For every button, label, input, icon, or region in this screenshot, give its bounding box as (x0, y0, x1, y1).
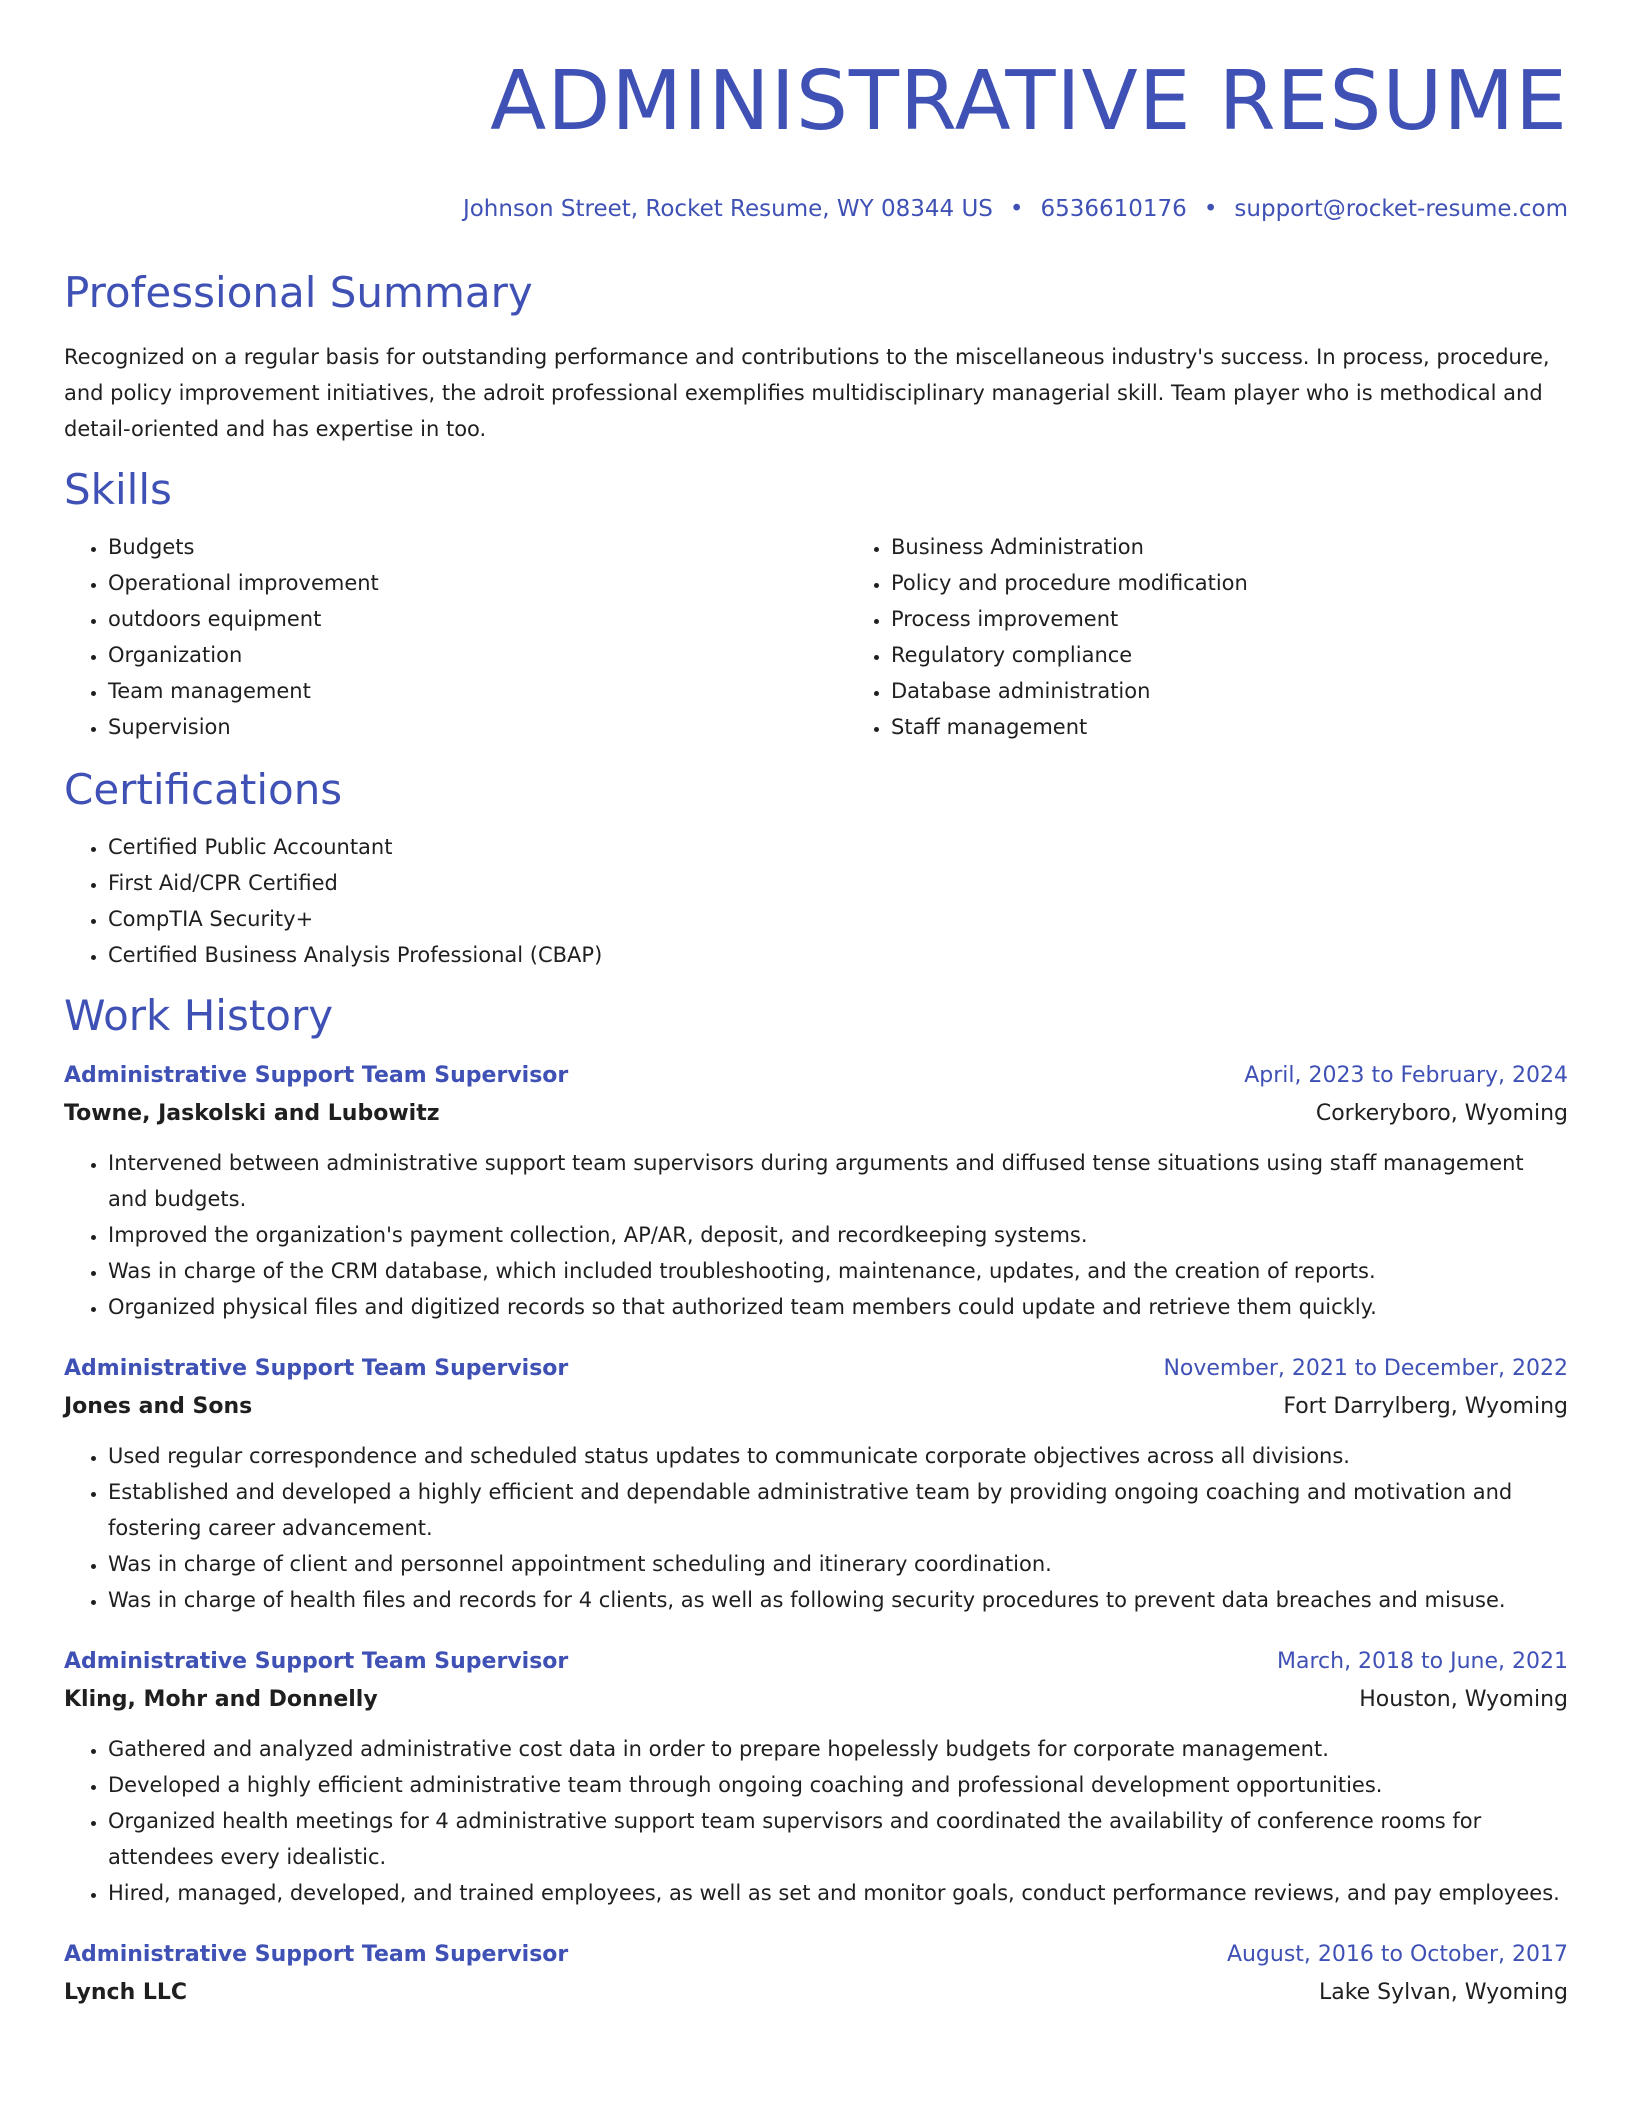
job-title: Administrative Support Team Supervisor (64, 1063, 569, 1088)
job-bullet: • Intervened between administrative support team supervisors during arguments and diffused tense situations using staff management and budgets. (108, 1145, 1568, 1217)
job-header-row (64, 1057, 1568, 1095)
certification-item: • CompTIA Security+ (108, 901, 1568, 937)
job-dates: March, 2018 to June, 2021 (1277, 1649, 1568, 1674)
job-header-row (64, 1936, 1568, 1974)
contact-line (64, 194, 1568, 224)
job-bullets (64, 1145, 1568, 1325)
skills-list-right (847, 529, 1591, 745)
job-bullet: • Organized health meetings for 4 administrative support team supervisors and coordinated the availability of conference rooms for attendees every idealistic. (108, 1803, 1568, 1875)
contact-separator: • (1009, 196, 1024, 222)
job-header-row (64, 1643, 1568, 1681)
job-header-row (64, 1350, 1568, 1388)
contact-separator: • (1203, 196, 1218, 222)
skill-item: • Team management (108, 673, 847, 709)
job-bullet: • Was in charge of the CRM database, which included troubleshooting, maintenance, updates, and the creation of reports. (108, 1253, 1568, 1289)
job-title: Administrative Support Team Supervisor (64, 1649, 569, 1674)
job-entry (64, 1350, 1568, 1618)
job-bullet: • Was in charge of client and personnel appointment scheduling and itinerary coordination. (108, 1546, 1568, 1582)
contact-phone: 6536610176 (1040, 196, 1187, 222)
contact-email[interactable]: support@rocket-resume.com (1234, 196, 1568, 222)
job-location: Lake Sylvan, Wyoming (1318, 1980, 1568, 2005)
work-history-heading: Work History (64, 991, 334, 1040)
job-bullet: • Established and developed a highly efficient and dependable administrative team by providing ongoing coaching and motivation and fostering career advancement. (108, 1474, 1568, 1546)
job-bullets (64, 1731, 1568, 1911)
skill-item: • Regulatory compliance (891, 637, 1591, 673)
job-location: Corkeryboro, Wyoming (1315, 1101, 1568, 1126)
job-company: Lynch LLC (64, 1980, 188, 2005)
job-company: Towne, Jaskolski and Lubowitz (64, 1101, 440, 1126)
job-location: Houston, Wyoming (1359, 1687, 1568, 1712)
job-location: Fort Darrylberg, Wyoming (1283, 1394, 1568, 1419)
certification-item: • Certified Business Analysis Professional (CBAP) (108, 937, 1568, 973)
certifications-heading: Certifications (64, 765, 343, 814)
job-dates: April, 2023 to February, 2024 (1244, 1063, 1568, 1088)
job-company-row (64, 1095, 1568, 1133)
job-bullet: • Organized physical files and digitized records so that authorized team members could update and retrieve them quickly. (108, 1289, 1568, 1325)
job-bullet: • Used regular correspondence and scheduled status updates to communicate corporate objectives across all divisions. (108, 1438, 1568, 1474)
job-bullet: • Improved the organization's payment collection, AP/AR, deposit, and recordkeeping systems. (108, 1217, 1568, 1253)
skill-item: • Staff management (891, 709, 1591, 745)
job-dates: November, 2021 to December, 2022 (1163, 1356, 1568, 1381)
job-bullet: • Hired, managed, developed, and trained employees, as well as set and monitor goals, conduct performance reviews, and pay employees. (108, 1875, 1568, 1911)
work-history-section (64, 991, 1568, 2012)
skill-item: • Policy and procedure modification (891, 565, 1591, 601)
job-entry (64, 1936, 1568, 2012)
job-entry (64, 1057, 1568, 1325)
skills-list-left (64, 529, 847, 745)
job-company-row (64, 1681, 1568, 1719)
skill-item: • Process improvement (891, 601, 1591, 637)
skill-item: • Business Administration (891, 529, 1591, 565)
certification-item: • Certified Public Accountant (108, 829, 1568, 865)
skills-section (64, 465, 1568, 745)
job-bullet: • Gathered and analyzed administrative cost data in order to prepare hopelessly budgets for corporate management. (108, 1731, 1568, 1767)
skills-columns (64, 529, 1568, 745)
skill-item: • Supervision (108, 709, 847, 745)
skill-item: • Database administration (891, 673, 1591, 709)
skill-item: • Organization (108, 637, 847, 673)
job-company: Jones and Sons (64, 1394, 253, 1419)
job-entry (64, 1643, 1568, 1911)
job-dates: August, 2016 to October, 2017 (1226, 1942, 1568, 1967)
contact-address: Johnson Street, Rocket Resume, WY 08344 US (462, 196, 993, 222)
job-company-row (64, 1388, 1568, 1426)
certifications-section (64, 765, 1568, 973)
job-company: Kling, Mohr and Donnelly (64, 1687, 378, 1712)
job-title: Administrative Support Team Supervisor (64, 1942, 569, 1967)
summary-text: Recognized on a regular basis for outstanding performance and contributions to the miscellaneous industry's success. In process, procedure, and policy improvement initiatives, the adroit professional exemplifies multidisciplinary managerial skill. Team player who is methodical and detail-oriented and has expertise in too. (64, 345, 1550, 441)
skills-heading: Skills (64, 465, 172, 514)
summary-section (64, 268, 1568, 447)
skill-item: • outdoors equipment (108, 601, 847, 637)
resume-title: ADMINISTRATIVE RESUME (490, 54, 1568, 149)
job-title: Administrative Support Team Supervisor (64, 1356, 569, 1381)
certifications-list (64, 829, 1568, 973)
skill-item: • Operational improvement (108, 565, 847, 601)
job-bullet: • Was in charge of health files and records for 4 clients, as well as following security procedures to prevent data breaches and misuse. (108, 1582, 1568, 1618)
job-company-row (64, 1974, 1568, 2012)
skill-item: • Budgets (108, 529, 847, 565)
job-bullet: • Developed a highly efficient administrative team through ongoing coaching and professional development opportunities. (108, 1767, 1568, 1803)
certification-item: • First Aid/CPR Certified (108, 865, 1568, 901)
summary-heading: Professional Summary (64, 268, 533, 317)
job-bullets (64, 1438, 1568, 1618)
